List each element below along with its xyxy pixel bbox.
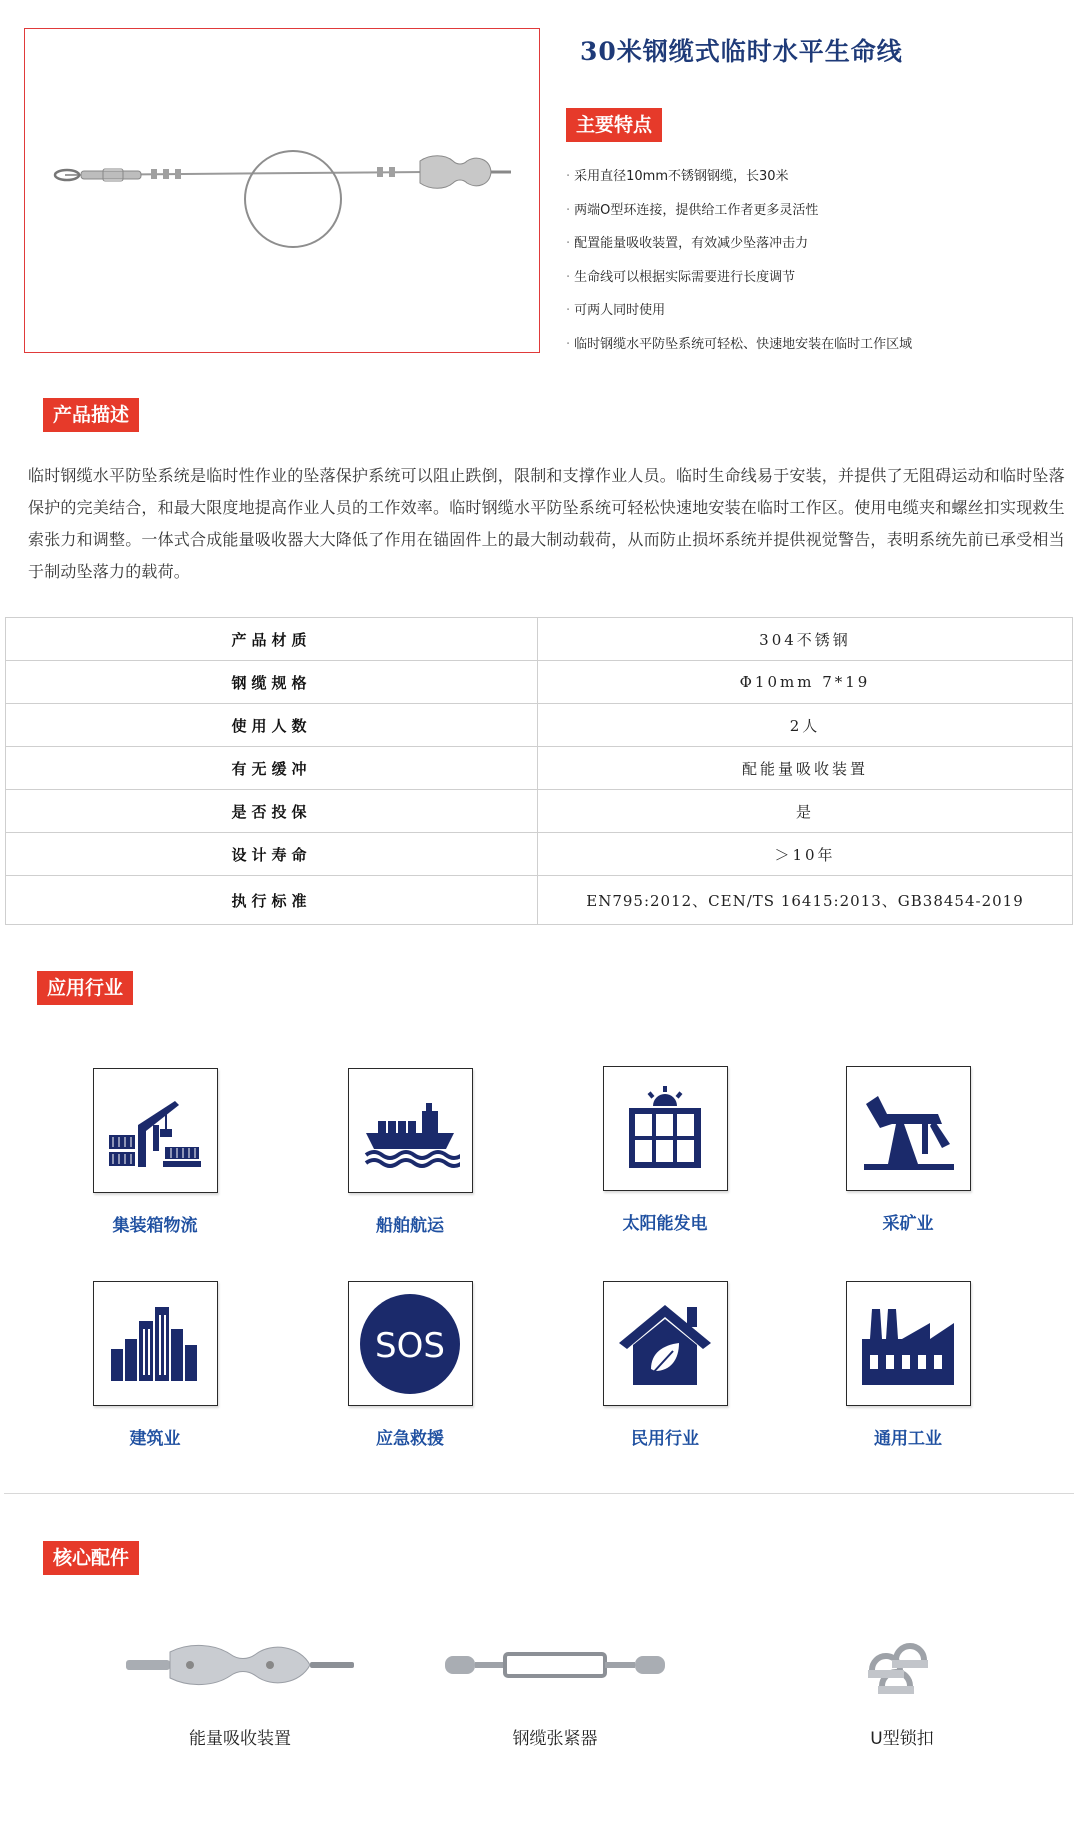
spec-label: 钢缆规格	[6, 661, 538, 704]
energy-absorber-icon	[110, 1620, 370, 1710]
spec-value: Φ10mm 7*19	[538, 661, 1073, 704]
spec-label: 执行标准	[6, 876, 538, 925]
part-turnbuckle	[425, 1620, 685, 1749]
industry-container-logistics	[90, 1068, 220, 1236]
industry-mining	[843, 1066, 973, 1234]
feature-list	[566, 168, 1066, 369]
industry-label: 采矿业	[882, 1214, 934, 1234]
feature-item: · 配置能量吸收装置，有效减少坠落冲击力	[566, 236, 809, 251]
spec-value: EN795:2012、CEN/TS 16415:2013、GB38454-2019	[538, 876, 1073, 925]
section-tag-industries: 应用行业	[37, 971, 133, 1005]
industry-rescue	[345, 1281, 475, 1449]
industry-construction	[90, 1281, 220, 1449]
feature-text: 可两人同时使用	[574, 303, 666, 318]
wire-clip-icon	[772, 1620, 1032, 1710]
industry-label: 太阳能发电	[622, 1214, 708, 1234]
feature-text: 采用直径10mm不锈钢钢缆，长30米	[574, 169, 789, 184]
spec-table	[5, 617, 1073, 925]
industry-label: 民用行业	[631, 1429, 699, 1449]
spec-label: 有无缓冲	[6, 747, 538, 790]
house-icon	[603, 1281, 728, 1406]
industry-label: 应急救援	[376, 1429, 444, 1449]
feature-item: · 采用直径10mm不锈钢钢缆，长30米	[566, 169, 789, 184]
spec-value: 配能量吸收装置	[538, 747, 1073, 790]
product-title: 30米钢缆式临时水平生命线	[580, 37, 903, 66]
feature-item: · 可两人同时使用	[566, 303, 666, 318]
section-divider	[4, 1493, 1074, 1494]
spec-label: 产品材质	[6, 618, 538, 661]
section-tag-features: 主要特点	[566, 108, 662, 142]
product-description: 临时钢缆水平防坠系统是临时性作业的坠落保护系统可以阻止跌倒，限制和支撑作业人员。临时生命线易于安装，并提供了无阻碍运动和临时坠落保护的完美结合，和最大限度地提高作业人员的工作效率。临时钢缆水平防坠系统可轻松快速地安装在临时工作区。使用电缆夹和螺丝扣实现救生索张力和调整。一体式合成能量吸收器大大降低了作用在锚固件上的最大制动载荷，从而防止损坏系统并提供视觉警告，表明系统先前已承受相当于制动坠落力的载荷。	[28, 466, 1065, 581]
spec-value: ＞10年	[538, 833, 1073, 876]
industry-label: 集装箱物流	[112, 1216, 198, 1236]
oil-pump-icon	[846, 1066, 971, 1191]
ship-icon	[348, 1068, 473, 1193]
spec-label: 是否投保	[6, 790, 538, 833]
table-row	[6, 618, 1073, 661]
part-energy-absorber	[110, 1620, 370, 1749]
section-tag-parts: 核心配件	[43, 1541, 139, 1575]
sos-text: SOS	[375, 1325, 445, 1366]
table-row	[6, 747, 1073, 790]
solar-panel-icon	[603, 1066, 728, 1191]
factory-icon	[846, 1281, 971, 1406]
table-row	[6, 833, 1073, 876]
industry-label: 船舶航运	[376, 1216, 444, 1236]
part-wire-clip	[772, 1620, 1032, 1749]
spec-value: 是	[538, 790, 1073, 833]
feature-text: 临时钢缆水平防坠系统可轻松、快速地安装在临时工作区域	[574, 336, 913, 352]
table-row	[6, 661, 1073, 704]
table-row	[6, 704, 1073, 747]
spec-value: 2人	[538, 704, 1073, 747]
container-crane-icon	[93, 1068, 218, 1193]
industry-civil	[600, 1281, 730, 1449]
section-tag-description: 产品描述	[43, 398, 139, 432]
industry-general	[843, 1281, 973, 1449]
table-row	[6, 790, 1073, 833]
buildings-icon	[93, 1281, 218, 1406]
part-label: U型锁扣	[870, 1729, 934, 1749]
sos-icon	[348, 1281, 473, 1406]
feature-text: 生命线可以根据实际需要进行长度调节	[574, 269, 796, 285]
industry-solar	[600, 1066, 730, 1234]
feature-text: 配置能量吸收装置，有效减少坠落冲击力	[574, 236, 809, 251]
spec-label: 设计寿命	[6, 833, 538, 876]
product-image	[24, 28, 540, 353]
feature-item: · 临时钢缆水平防坠系统可轻松、快速地安装在临时工作区域	[566, 336, 913, 352]
part-label: 能量吸收装置	[189, 1729, 291, 1749]
feature-text: 两端O型环连接，提供给工作者更多灵活性	[574, 202, 819, 218]
spec-value: 304不锈钢	[538, 618, 1073, 661]
feature-item: · 两端O型环连接，提供给工作者更多灵活性	[566, 202, 819, 218]
table-row	[6, 876, 1073, 925]
spec-label: 使用人数	[6, 704, 538, 747]
part-label: 钢缆张紧器	[512, 1729, 598, 1749]
turnbuckle-icon	[425, 1620, 685, 1710]
industry-label: 建筑业	[129, 1429, 181, 1449]
industry-shipping	[345, 1068, 475, 1236]
feature-item: · 生命线可以根据实际需要进行长度调节	[566, 269, 796, 285]
industry-label: 通用工业	[874, 1429, 942, 1449]
lifeline-product-icon	[25, 29, 538, 351]
